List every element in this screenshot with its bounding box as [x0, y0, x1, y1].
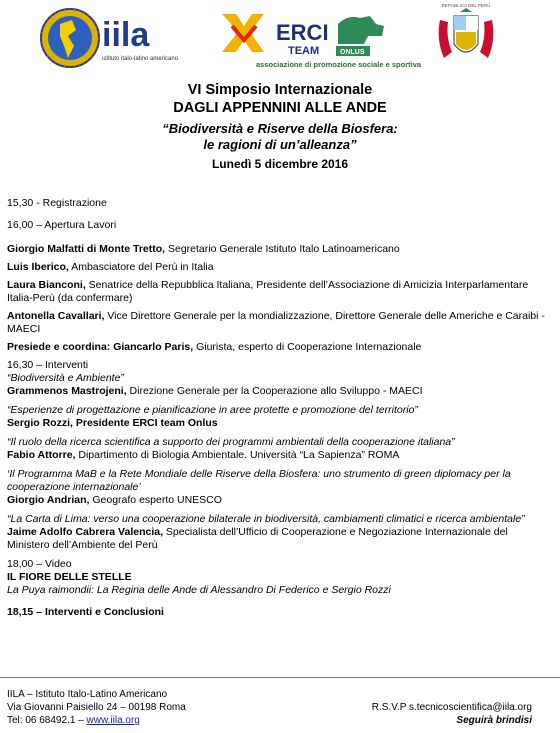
video-description: La Puya raimondii: La Regina delle Ande di Alessandro Di Federico e Sergio Rozzi: [7, 584, 391, 596]
footer-divider: [0, 677, 560, 678]
interventions-time: 16,30 – Interventi: [7, 359, 89, 371]
speaker-role: Direzione Generale per la Cooperazione allo Sviluppo - MAECI: [126, 385, 423, 397]
speaker-item: [7, 310, 547, 336]
talk-speaker: [7, 449, 547, 462]
symposium-edition: VI Simposio Internazionale: [187, 82, 373, 98]
video-title: IL FIORE DELLE STELLE: [7, 571, 132, 583]
speaker-item: [7, 243, 547, 256]
footer-org: IILA – Istituto Italo-Latino Americano: [7, 689, 168, 700]
talk-speaker: [7, 494, 547, 507]
closing-time: 18,15 – Interventi e Conclusioni: [7, 606, 164, 618]
speaker-item: [7, 261, 547, 274]
erci-onlus-text: ONLUS: [340, 49, 365, 56]
speaker-name: Sergio Rozzi,: [7, 417, 73, 429]
talk-speaker: [7, 417, 547, 430]
talk-topic: “Esperienze di progettazione e pianificazione in aree protette e promozione del territorio”: [7, 404, 418, 416]
speaker-role: Segretario Generale Istituto Italo Latinoamericano: [165, 243, 400, 255]
speaker-role: Specialista dell’Ufficio di Cooperazione e Negoziazione Internazionale del Ministero dell’Ambiente del Perù: [7, 526, 508, 551]
speaker-name: Luis Iberico,: [7, 261, 69, 273]
event-date: Lunedì 5 dicembre 2016: [211, 157, 349, 171]
speaker-role: Dipartimento di Biologia Ambientale. Università “La Sapienza” ROMA: [75, 449, 400, 461]
erci-logo-subtitle: associazione di promozione sociale e sportiva: [256, 60, 422, 69]
symposium-subtitle-1: “Biodiversità e Riserve della Biosfera:: [162, 121, 398, 136]
speaker-role: Vice Direttore Generale per la mondializzazione, Direttore Generale delle Americhe e Caraibi - MAECI: [7, 310, 545, 335]
footer-tel: Tel: 06 68492.1 –: [7, 715, 87, 726]
logos-bar: [0, 0, 560, 80]
iila-logo: [38, 6, 188, 70]
talk-speaker: [7, 526, 547, 552]
chair-label: Presiede e coordina: Giancarlo Paris,: [7, 341, 194, 353]
chair-role: Giurista, esperto di Cooperazione Internazionale: [193, 341, 422, 353]
talk-speaker: [7, 385, 547, 398]
erci-logo-text: ERCI: [276, 20, 329, 45]
chair-item: [7, 341, 547, 354]
talk-topic: “Biodiversità e Ambiente”: [7, 372, 124, 384]
speaker-name: Giorgio Andrian,: [7, 494, 90, 506]
footer-contacts: [7, 688, 186, 727]
speaker-name: Fabio Attorre,: [7, 449, 76, 461]
footer-tel-line: [7, 714, 186, 727]
talk-topic: “La Carta di Lima: verso una cooperazione bilaterale in biodiversità, cambiamenti climatici e ricerca ambientale”: [7, 513, 525, 525]
speaker-role: Ambasciatore del Perù in Italia: [68, 261, 214, 273]
video-time: 18,00 – Video: [7, 558, 72, 570]
erci-team-logo: [218, 10, 422, 72]
crest-text: REPUBLICA DEL PERÚ: [441, 3, 491, 8]
symposium-title: DAGLI APPENNINI ALLE ANDE: [173, 100, 387, 116]
speaker-name: Jaime Adolfo Cabrera Valencia,: [7, 526, 164, 538]
program: [7, 197, 547, 619]
registration-time: 15,30 - Registrazione: [7, 197, 107, 209]
speaker-role: Senatrice della Repubblica Italiana, Presidente dell’Associazione di Amicizia Interparlamentare Italia-Perù (da confermare): [7, 279, 529, 304]
talk-topic: ‘Il Programma MaB e la Rete Mondiale delle Riserve della Biosfera: uno strumento di green diplomacy per la cooperazione internazionale’: [7, 468, 511, 493]
symposium-subtitle-2: le ragioni di un’alleanza”: [203, 137, 357, 152]
talk-topic: “Il ruolo della ricerca scientifica a supporto dei programmi ambientali della cooperazione italiana”: [7, 436, 455, 448]
reception-note: Seguirà brindisi: [456, 715, 532, 726]
iila-logo-subtitle: istituto italo-latino americano: [102, 56, 179, 62]
speaker-name: Giorgio Malfatti di Monte Tretto,: [7, 243, 166, 255]
speaker-role: Geografo esperto UNESCO: [89, 494, 222, 506]
speaker-role: Presidente ERCI team Onlus: [72, 417, 218, 429]
footer-address: Via Giovanni Paisiello 24 – 00198 Roma: [7, 702, 186, 713]
erci-team-text: TEAM: [288, 45, 320, 57]
iila-logo-text: iila: [102, 16, 150, 54]
peru-crest: [434, 0, 498, 70]
footer-rsvp: [372, 701, 532, 727]
speaker-name: Antonella Cavallari,: [7, 310, 105, 322]
speaker-name: Grammenos Mastrojeni,: [7, 385, 127, 397]
speaker-item: [7, 279, 547, 305]
rsvp-email: R.S.V.P s.tecnicoscientifica@iila.org: [371, 702, 532, 713]
opening-time: 16,00 – Apertura Lavori: [7, 219, 117, 231]
speaker-name: Laura Bianconi,: [7, 279, 86, 291]
website-link[interactable]: www.iila.org: [86, 715, 140, 726]
